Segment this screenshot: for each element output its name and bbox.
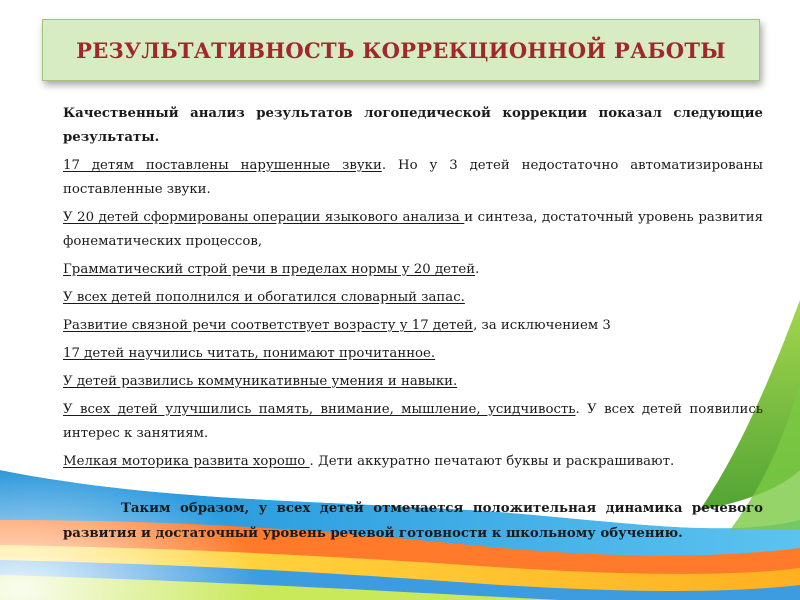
result-item [63, 286, 763, 310]
title-banner [42, 19, 760, 81]
result-item-highlight: У 20 детей сформированы операции языкового анализа [63, 210, 465, 225]
result-item-highlight: У детей развились коммуникативные умения и навыки. [63, 374, 458, 389]
result-item [63, 206, 763, 254]
result-item [63, 154, 763, 202]
result-item-rest: . У всех детей появились интерес к занятиям. [63, 402, 764, 441]
result-item-rest: , за исключением 3 [473, 318, 611, 333]
result-item-highlight: Развитие связной речи соответствует возрасту у 17 детей [63, 318, 474, 333]
result-item [63, 342, 763, 366]
content-body [63, 102, 763, 550]
result-item [63, 450, 763, 474]
conclusion-paragraph: Таким образом, у всех детей отмечается положительная динамика речевого развития и достаточный уровень речевой готовности к школьному обучению. [63, 501, 763, 541]
result-item-highlight: Мелкая моторика развита хорошо [63, 454, 310, 469]
result-item-highlight: У всех детей пополнился и обогатился словарный запас. [63, 290, 465, 305]
result-item-rest: . Но у 3 детей недостаточно автоматизированы поставленные звуки. [63, 158, 763, 197]
intro-period: . [154, 130, 160, 145]
result-item-highlight: У всех детей улучшились память, внимание, мышление, усидчивость [63, 402, 576, 417]
result-item-highlight: 17 детей научились читать, понимают прочитанное. [63, 346, 436, 361]
intro-text: Качественный анализ результатов логопедической коррекции показал следующие результаты [63, 106, 763, 145]
result-item [63, 370, 763, 394]
result-item [63, 398, 763, 446]
result-item [63, 314, 763, 338]
result-item-rest: и синтеза, достаточный уровень развития фонематических процессов, [63, 210, 764, 249]
result-item-rest: . Дети аккуратно печатают буквы и раскрашивают. [309, 454, 675, 469]
page-title: РЕЗУЛЬТАТИВНОСТЬ КОРРЕКЦИОННОЙ РАБОТЫ [76, 37, 726, 63]
result-item [63, 258, 763, 282]
intro-paragraph [63, 102, 763, 150]
result-item-highlight: 17 детям поставлены нарушенные звуки [63, 158, 382, 173]
result-item-rest: . [475, 262, 480, 277]
result-item-highlight: Грамматический строй речи в пределах нормы у 20 детей [63, 262, 476, 277]
